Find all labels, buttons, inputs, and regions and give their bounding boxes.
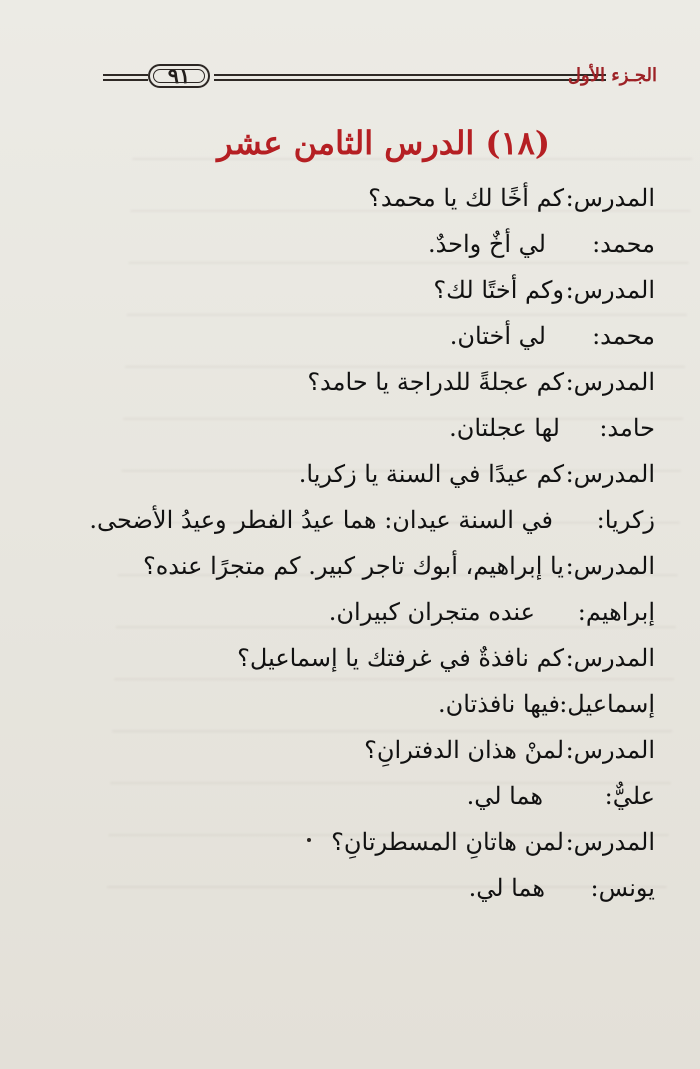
speech-text: عنده متجران كبيران. [328,598,535,626]
speech-text: هما لي. [468,874,545,902]
dialogue-line [110,644,655,690]
speaker-name: المدرس: [565,828,655,856]
page-header [103,62,657,92]
dialogue-line [110,276,655,322]
page-number-badge [148,64,210,88]
dialogue-line [89,506,655,552]
speech-text: لها عجلتان. [449,414,560,442]
speaker-name: عليٌّ: [604,782,655,810]
dialogue-list [89,184,655,920]
lesson-title: (١٨) الدرس الثامن عشر [217,124,550,162]
dialogue-line [110,552,655,598]
speaker-name: المدرس: [565,184,655,212]
speech-text: لمن هاتانِ المسطرتانِ؟ [331,828,564,856]
dialogue-line [110,322,655,368]
page-number: ٩١ [167,63,191,88]
speech-text: كم أخًا لك يا محمد؟ [368,184,564,212]
dialogue-line [110,782,655,828]
speech-text: في السنة عيدان: هما عيدُ الفطر وعيدُ الأضحى. [89,506,553,534]
speaker-name: المدرس: [565,644,655,672]
dialogue-line [110,736,655,782]
speaker-name: المدرس: [565,552,655,580]
dialogue-line [110,368,655,414]
speaker-name: إسماعيل: [559,690,655,718]
speaker-name: المدرس: [565,276,655,304]
dialogue-line [110,598,655,644]
speech-text: هما لي. [466,782,543,810]
speech-text: كم عيدًا في السنة يا زكريا. [298,460,564,488]
speech-text: لمنْ هذان الدفترانِ؟ [364,736,564,764]
speaker-name: محمد: [592,322,655,350]
header-rule-left [103,74,148,81]
speech-text: كم نافذةٌ في غرفتك يا إسماعيل؟ [237,644,564,672]
speaker-name: زكريا: [596,506,655,534]
dialogue-line [110,828,655,874]
speaker-name: المدرس: [565,460,655,488]
speech-text: وكم أختًا لك؟ [433,276,564,304]
speaker-name: إبراهيم: [577,598,655,626]
dialogue-line [110,690,655,736]
speech-text: لي أختان. [449,322,546,350]
dialogue-line [110,874,655,920]
speaker-name: المدرس: [565,736,655,764]
dialogue-line [110,184,655,230]
dialogue-line [110,414,655,460]
speech-text: يا إبراهيم، أبوك تاجر كبير. كم متجرًا عنده؟ [142,552,564,580]
print-dot [307,838,311,842]
speaker-name: حامد: [599,414,655,442]
speaker-name: محمد: [592,230,655,258]
speech-text: فيها نافذتان. [437,690,560,718]
speech-text: كم عجلةً للدراجة يا حامد؟ [307,368,564,396]
dialogue-line [110,460,655,506]
speaker-name: يونس: [590,874,655,902]
header-rule-right [214,74,606,81]
dialogue-line [110,230,655,276]
part-label: الجـزء الأول [567,65,657,86]
speech-text: لي أخٌ واحدٌ. [427,230,546,258]
speaker-name: المدرس: [565,368,655,396]
